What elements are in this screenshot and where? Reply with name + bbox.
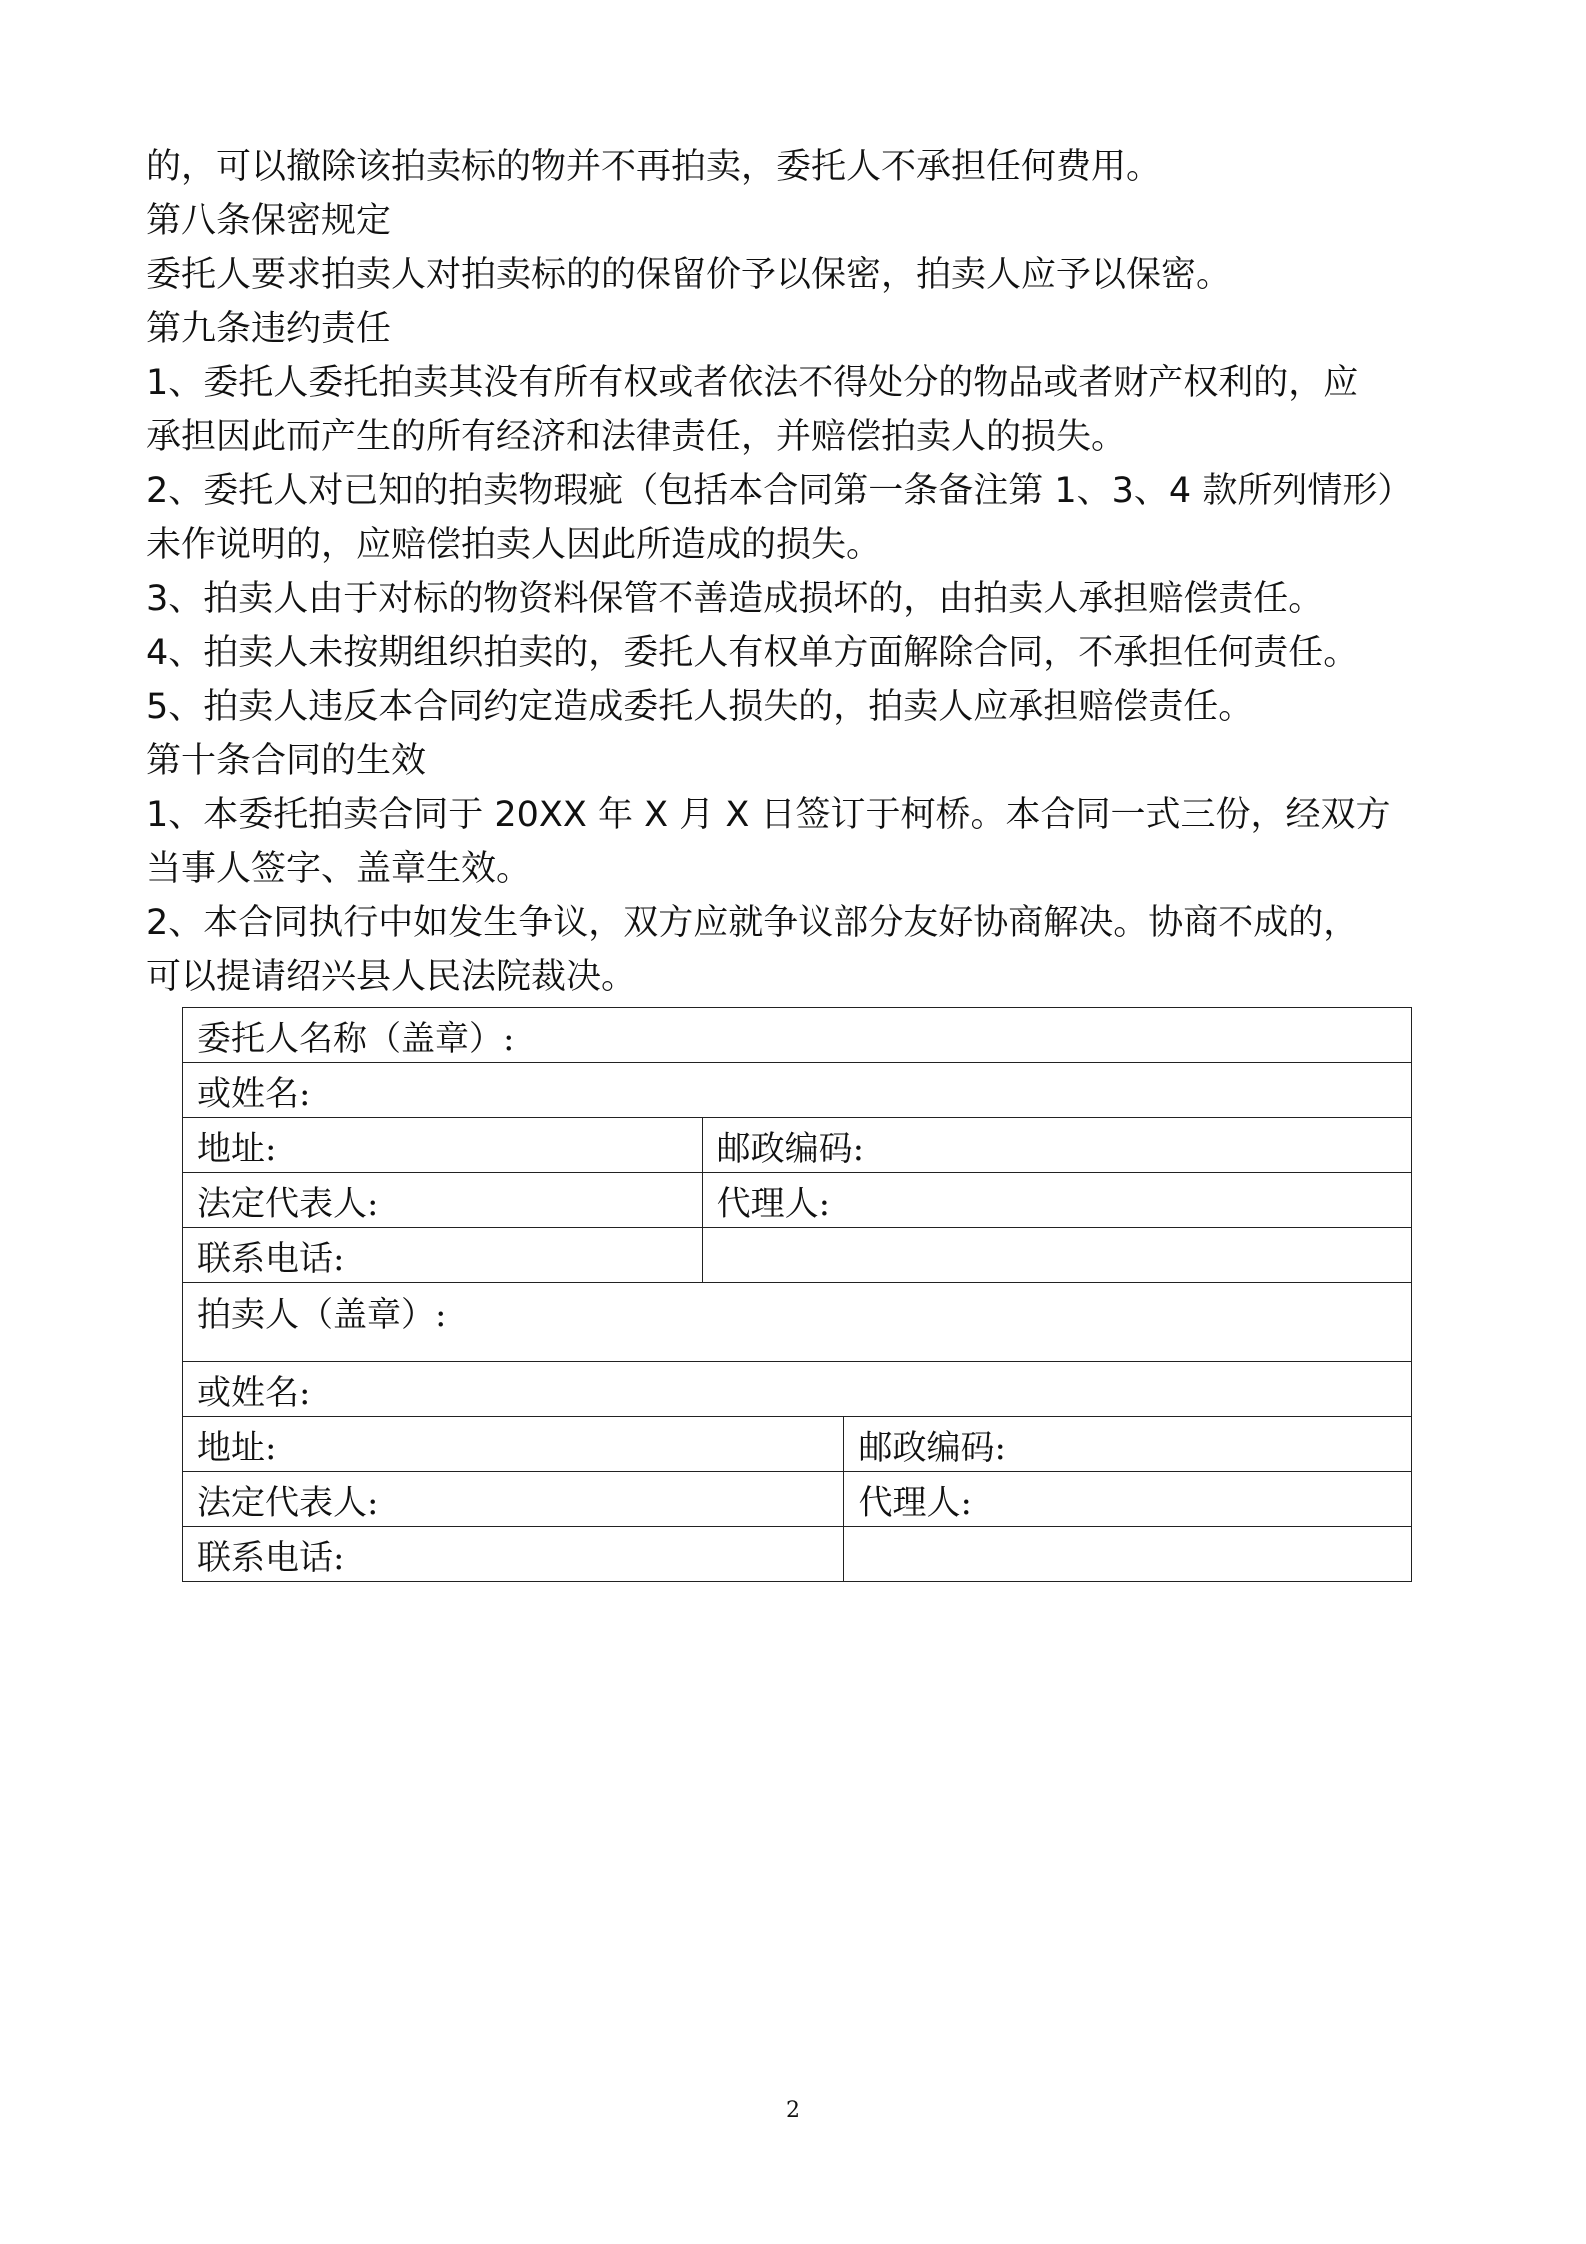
auctioneer-legal-rep-row	[183, 1472, 1412, 1527]
client-empty-cell	[702, 1228, 1411, 1283]
client-phone-row	[183, 1228, 1412, 1283]
auctioneer-agent-cell: 代理人:	[844, 1472, 1412, 1527]
page-number: 2	[786, 2098, 800, 2123]
auctioneer-empty-cell	[844, 1527, 1412, 1582]
client-phone-cell: 联系电话:	[183, 1228, 703, 1283]
clause-9-1-line-2: 承担因此而产生的所有经济和法律责任，并赔偿拍卖人的损失。	[146, 417, 1127, 457]
client-address-cell: 地址:	[183, 1118, 703, 1173]
clause-9-5: 5、拍卖人违反本合同约定造成委托人损失的，拍卖人应承担赔偿责任。	[146, 687, 1254, 727]
auctioneer-name-seal-cell: 拍卖人（盖章）:	[183, 1283, 1412, 1362]
client-name-row	[183, 1008, 1412, 1063]
auctioneer-address-row	[183, 1417, 1412, 1472]
auctioneer-or-name-cell: 或姓名:	[183, 1362, 1412, 1417]
clause-10-2-line-2: 可以提请绍兴县人民法院裁决。	[146, 957, 637, 997]
paragraph-continuation: 的，可以撤除该拍卖标的物并不再拍卖，委托人不承担任何费用。	[146, 147, 1162, 187]
auctioneer-postal-code-cell: 邮政编码:	[844, 1417, 1412, 1472]
clause-9-2-line-1: 2、委托人对已知的拍卖物瑕疵（包括本合同第一条备注第 1、3、4 款所列情形）	[146, 471, 1413, 511]
clause-10-1-line-1: 1、本委托拍卖合同于 20XX 年 X 月 X 日签订于柯桥。本合同一式三份，经双方	[146, 795, 1391, 835]
client-name-seal-cell: 委托人名称（盖章）:	[183, 1008, 1412, 1063]
client-agent-cell: 代理人:	[702, 1173, 1411, 1228]
auctioneer-name-row	[183, 1283, 1412, 1362]
client-legal-rep-row	[183, 1173, 1412, 1228]
auctioneer-address-cell: 地址:	[183, 1417, 844, 1472]
signature-table	[182, 1007, 1412, 1582]
clause-10-2-line-1: 2、本合同执行中如发生争议，双方应就争议部分友好协商解决。协商不成的，	[146, 903, 1359, 943]
clause-9-1-line-1: 1、委托人委托拍卖其没有所有权或者依法不得处分的物品或者财产权利的，应	[146, 363, 1359, 403]
client-or-name-row	[183, 1063, 1412, 1118]
auctioneer-legal-rep-cell: 法定代表人:	[183, 1472, 844, 1527]
client-address-row	[183, 1118, 1412, 1173]
clause-10-1-line-2: 当事人签字、盖章生效。	[146, 849, 532, 889]
auctioneer-phone-row	[183, 1527, 1412, 1582]
heading-article-10: 第十条合同的生效	[146, 741, 427, 781]
clause-9-4: 4、拍卖人未按期组织拍卖的，委托人有权单方面解除合同，不承担任何责任。	[146, 633, 1359, 673]
client-postal-code-cell: 邮政编码:	[702, 1118, 1411, 1173]
client-or-name-cell: 或姓名:	[183, 1063, 1412, 1118]
auctioneer-phone-cell: 联系电话:	[183, 1527, 844, 1582]
clause-9-2-line-2: 未作说明的，应赔偿拍卖人因此所造成的损失。	[146, 525, 882, 565]
heading-article-8: 第八条保密规定	[146, 201, 392, 241]
auctioneer-or-name-row	[183, 1362, 1412, 1417]
paragraph-confidentiality: 委托人要求拍卖人对拍卖标的的保留价予以保密，拍卖人应予以保密。	[146, 255, 1232, 295]
clause-9-3: 3、拍卖人由于对标的物资料保管不善造成损坏的，由拍卖人承担赔偿责任。	[146, 579, 1324, 619]
heading-article-9: 第九条违约责任	[146, 309, 392, 349]
client-legal-rep-cell: 法定代表人:	[183, 1173, 703, 1228]
contract-body	[146, 140, 1446, 1004]
